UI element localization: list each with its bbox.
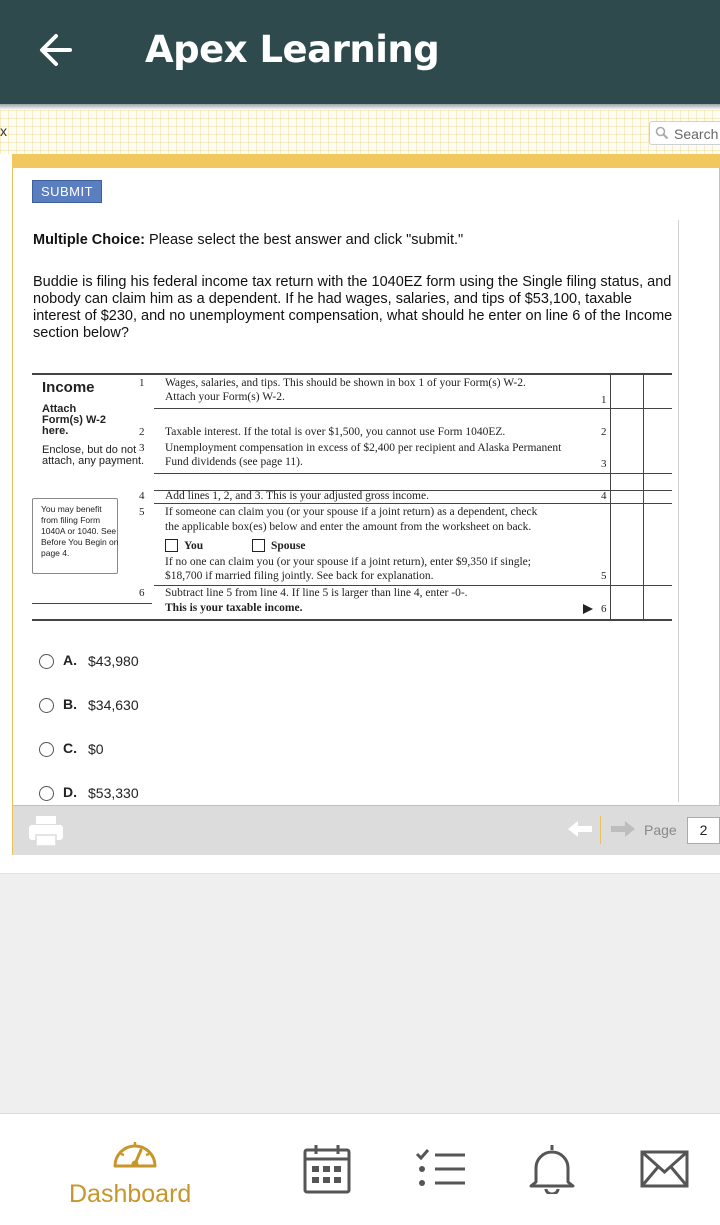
dashboard-tab-label[interactable]: Dashboard bbox=[69, 1180, 192, 1208]
page-label: Page bbox=[644, 822, 677, 838]
form-line-text: $18,700 if married filing jointly. See back for explanation. bbox=[165, 570, 434, 582]
you-label: You bbox=[184, 540, 204, 552]
radio-button[interactable] bbox=[39, 786, 54, 801]
choice-value: $43,980 bbox=[88, 653, 139, 669]
form-heading: Income bbox=[42, 379, 95, 396]
form-box-number: 5 bbox=[601, 570, 607, 582]
arrow-left-icon[interactable] bbox=[34, 26, 78, 74]
form-rule bbox=[610, 375, 611, 619]
bell-icon[interactable] bbox=[528, 1142, 576, 1194]
calendar-icon[interactable] bbox=[303, 1144, 351, 1194]
choice-letter: D. bbox=[63, 784, 77, 800]
dashboard-icon[interactable] bbox=[110, 1133, 160, 1171]
form-rule bbox=[32, 619, 672, 621]
blank-area bbox=[0, 873, 720, 1113]
form-rule bbox=[643, 375, 644, 619]
form-attach-note: Attach Form(s) W-2 here. bbox=[42, 403, 106, 437]
choice-value: $34,630 bbox=[88, 697, 139, 713]
divider bbox=[678, 220, 679, 802]
form-line-number: 1 bbox=[139, 377, 145, 389]
spouse-checkbox bbox=[252, 539, 265, 552]
form-box-number: 2 bbox=[601, 426, 607, 438]
submit-button[interactable]: SUBMIT bbox=[32, 180, 102, 203]
form-callout bbox=[32, 498, 118, 574]
form-line-text: the applicable box(es) below and enter the amount from the worksheet on back. bbox=[165, 521, 532, 533]
form-line-text: This is your taxable income. bbox=[165, 602, 303, 614]
form-box-number: 4 bbox=[601, 490, 607, 502]
form-line-number: 3 bbox=[139, 442, 145, 454]
choice-value: $53,330 bbox=[88, 785, 139, 801]
form-box-number: 3 bbox=[601, 458, 607, 470]
form-rule bbox=[154, 585, 672, 586]
instruction-text bbox=[33, 232, 463, 248]
toolbar-strip bbox=[0, 110, 720, 154]
form-box-number: 6 bbox=[601, 603, 607, 615]
form-line-text: If someone can claim you (or your spouse if a joint return) as a dependent, check bbox=[165, 506, 538, 518]
you-checkbox bbox=[165, 539, 178, 552]
form-enclose-note: Enclose, but do not attach, any payment. bbox=[42, 444, 145, 467]
search-icon bbox=[655, 126, 669, 140]
form-line-text: Wages, salaries, and tips. This should be shown in box 1 of your Form(s) W-2. bbox=[165, 377, 526, 389]
form-box-number: 1 bbox=[601, 394, 607, 406]
arrow-right-icon bbox=[582, 603, 594, 615]
choice-letter: B. bbox=[63, 696, 77, 712]
form-line-number: 5 bbox=[139, 506, 145, 518]
page-input[interactable]: 2 bbox=[687, 817, 720, 844]
app-header bbox=[0, 0, 720, 104]
search-button[interactable] bbox=[649, 121, 720, 145]
panel-top-bar bbox=[12, 154, 720, 168]
form-line-text: Taxable interest. If the total is over $1,500, you cannot use Form 1040EZ. bbox=[165, 426, 506, 438]
form-line-number: 4 bbox=[139, 490, 145, 502]
print-icon[interactable] bbox=[28, 814, 64, 848]
form-line-text: Add lines 1, 2, and 3. This is your adjusted gross income. bbox=[165, 490, 429, 502]
radio-button[interactable] bbox=[39, 654, 54, 669]
form-callout-text: You may benefit from filing Form 1040A or 1040. See Before You Begin on page 4. bbox=[41, 504, 119, 558]
form-line-text: Attach your Form(s) W-2. bbox=[165, 391, 285, 403]
choice-letter: A. bbox=[63, 652, 77, 668]
form-line-text: If no one can claim you (or your spouse if a joint return), enter $9,350 if single; bbox=[165, 556, 531, 568]
form-rule bbox=[32, 603, 152, 604]
instruction-body: Please select the best answer and click "submit." bbox=[144, 232, 464, 248]
checklist-icon[interactable] bbox=[415, 1148, 467, 1190]
form-line-text: Subtract line 5 from line 4. If line 5 is larger than line 4, enter -0-. bbox=[165, 587, 468, 599]
next-page-icon[interactable] bbox=[610, 819, 636, 839]
search-label: Search bbox=[674, 126, 719, 142]
form-rule bbox=[154, 503, 672, 504]
form-rule bbox=[154, 408, 672, 409]
radio-button[interactable] bbox=[39, 742, 54, 757]
previous-page-icon[interactable] bbox=[567, 819, 593, 839]
radio-button[interactable] bbox=[39, 698, 54, 713]
app-title: Apex Learning bbox=[145, 28, 440, 71]
form-rule bbox=[154, 473, 672, 474]
form-line-text: Unemployment compensation in excess of $2,400 per recipient and Alaska Permanent bbox=[165, 442, 562, 454]
mail-icon[interactable] bbox=[640, 1150, 689, 1188]
question-text: Buddie is filing his federal income tax return with the 1040EZ form using the Single filing status, and nobody can claim him as a dependent. If he had wages, salaries, and tips of $53,100, taxable interest of $230, and no unemployment compensation, what should he enter on line 6 of the Income section below? bbox=[33, 274, 673, 341]
tax-form-image bbox=[32, 373, 672, 621]
close-button[interactable]: x bbox=[0, 123, 7, 139]
form-line-number: 2 bbox=[139, 426, 145, 438]
form-line-number: 6 bbox=[139, 587, 145, 599]
form-rule bbox=[32, 373, 672, 375]
spouse-label: Spouse bbox=[271, 540, 306, 552]
choice-letter: C. bbox=[63, 740, 77, 756]
divider bbox=[600, 816, 601, 844]
choice-value: $0 bbox=[88, 741, 104, 757]
form-line-text: Fund dividends (see page 11). bbox=[165, 456, 303, 468]
instruction-bold: Multiple Choice: bbox=[33, 232, 145, 248]
